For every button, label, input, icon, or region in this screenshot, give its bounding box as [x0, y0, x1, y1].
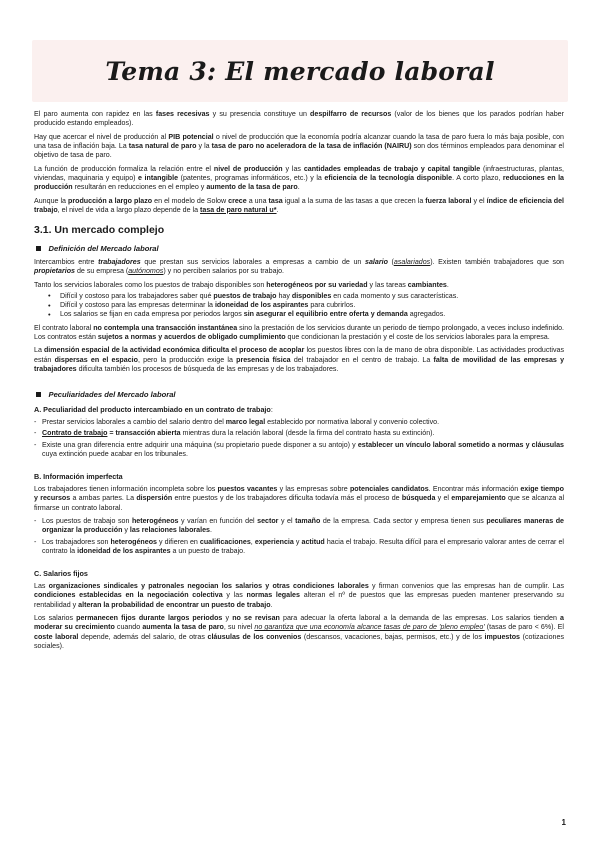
- intro-paragraph-2: Hay que acercar el nivel de producción al PIB potencial o nivel de producción que la economía podría alcanzar cuando la tasa de paro fuera lo más baja posible, con una tasa de inflación baja. La tasa natural de paro y la tasa de paro no aceleradora de la tasa de inflación (NAIRU) son dos términos empleados para denominar el objetivo de tasa de paro.: [34, 132, 564, 160]
- list-item: - Los trabajadores son heterogéneos y difieren en cualificaciones, experiencia y actitud hacia el trabajo. Resulta difícil para el empresario valorar antes de cerrar el contrato la idoneidad de los aspirantes a un puesto de trabajo.: [34, 538, 564, 557]
- subsection-b-list: [34, 517, 564, 556]
- subsection-b-paragraph: Los trabajadores tienen información incompleta sobre los puestos vacantes y las empresas sobre potenciales candidatos. Encontrar más información exige tiempo y recursos a ambas partes. La dispersión entre puestos y de los trabajadores dificulta todavía más el proceso de búsqueda y el emparejamiento que se alcanza al firmarse un contrato laboral.: [34, 485, 565, 512]
- list-item: - Los puestos de trabajo son heterogéneos y varían en función del sector y el tamaño de la empresa. Cada sector y empresa tienen sus peculiares maneras de organizar la producción y las relaciones laborales.: [34, 517, 564, 536]
- document-body: [34, 110, 564, 655]
- list-item: • Difícil y costoso para los trabajadores saber qué puestos de trabajo hay disponibles en cada momento y sus características.: [34, 292, 564, 301]
- list-item: • Difícil y costoso para las empresas determinar la idoneidad de los aspirantes para cubrirlos.: [34, 301, 564, 310]
- definition-heading: Definición del Mercado laboral: [34, 244, 564, 253]
- definition-paragraph-3: El contrato laboral no contempla una transacción instantánea sino la prestación de los servicios durante un periodo de tiempo prolongado, a veces incluso indefinido. Los contratos están sujetos a normas y acuerdos de obligado cumplimiento que condicionan la prestación y el coste de los servicios laborales para la empresa.: [34, 323, 564, 341]
- definition-paragraph-2: Tanto los servicios laborales como los puestos de trabajo disponibles son heterogéneos por su variedad y las tareas cambiantes.: [34, 280, 449, 289]
- page-number: 1: [561, 818, 566, 827]
- section-heading: 3.1. Un mercado complejo: [34, 224, 165, 237]
- definition-bullet-list: [34, 292, 564, 320]
- subsection-c-heading: C. Salarios fijos: [34, 569, 88, 579]
- list-item: - Existe una gran diferencia entre adquirir una máquina (su propietario puede disponer a su antojo) y establecer un vínculo laboral sometido a normas y cláusulas cuya extinción puede acabar en los tribunales.: [34, 441, 564, 460]
- intro-paragraph-3: La función de producción formaliza la relación entre el nivel de producción y las cantidades empleadas de trabajo y capital tangible (infraestructuras, plantas, viviendas, maquinaria y equipo) e intangible (patentes, programas informáticos, etc.) y la eficiencia de la tecnología disponible. A corto plazo, reducciones en la producción resultarán en reducciones en el empleo y aumento de la tasa de paro.: [34, 164, 564, 192]
- intro-paragraph-1: El paro aumenta con rapidez en las fases recesivas y su presencia constituye un despilfarro de recursos (valor de los bienes que los parados podrían haber producido estando empleados).: [34, 110, 564, 128]
- subsection-b-heading: B. Información imperfecta: [34, 472, 123, 482]
- intro-paragraph-4: Aunque la producción a largo plazo en el modelo de Solow crece a una tasa igual a la suma de las tasas a que crecen la fuerza laboral y el índice de eficiencia del trabajo, el nivel de vida a largo plazo depende de la tasa de paro natural u*.: [34, 196, 565, 214]
- list-item: - Contrato de trabajo = transacción abierta mientras dura la relación laboral (desde la firma del contrato hasta su extinción).: [34, 429, 564, 438]
- subsection-a-heading: A. Peculiaridad del producto intercambiado en un contrato de trabajo:: [34, 405, 273, 415]
- subsection-c-paragraph-1: Las organizaciones sindicales y patronales negocian los salarios y otras condiciones laborales y firman convenios que las empresas han de cumplir. Las condiciones establecidas en la negociación colectiva y las normas legales alteran el nº de puestos que las empresas pueden mantener preservando su rentabilidad y alteran la probabilidad de encontrar un puesto de trabajo.: [34, 582, 565, 609]
- peculiarities-heading: Peculiaridades del Mercado laboral: [34, 390, 564, 399]
- list-item: • Los salarios se fijan en cada empresa por periodos largos sin asegurar el equilibrio entre oferta y demanda agregados.: [34, 310, 564, 319]
- square-bullet-icon: [36, 392, 41, 397]
- subsection-a-list: [34, 418, 564, 459]
- list-item: - Prestar servicios laborales a cambio del salario dentro del marco legal establecido por normativa laboral y convenio colectivo.: [34, 418, 564, 427]
- square-bullet-icon: [36, 246, 41, 251]
- title-banner: [32, 40, 568, 102]
- page-title: Tema 3: El mercado laboral: [105, 56, 495, 86]
- subsection-c-paragraph-2: Los salarios permanecen fijos durante largos periodos y no se revisan para adecuar la oferta laboral a la demanda de las empresas. Los salarios tienden a moderar su crecimiento cuando aumenta la tasa de paro, su nivel no garantiza que una economía alcance tasas de paro de 'pleno empleo' (tasas de paro < 6%). El coste laboral depende, además del salario, de otras cláusulas de los convenios (descansos, vacaciones, bajas, permisos, etc.) y de los impuestos (cotizaciones sociales).: [34, 614, 564, 650]
- definition-paragraph-4: La dimensión espacial de la actividad económica dificulta el proceso de acoplar los puestos libres con la de mano de obra disponible. Las actividades productivas están dispersas en el espacio, pero la producción exige la presencia física del trabajador en el centro de trabajo. La falta de movilidad de las empresas y trabajadores dificulta también los procesos de búsqueda de las empresas y de los trabajadores.: [34, 346, 565, 373]
- definition-paragraph-1: Intercambios entre trabajadores que prestan sus servicios laborales a empresas a cambio de un salario (asalariados). Existen también trabajadores que son propietarios de su empresa (autónomos) y no perciben salarios por su trabajo.: [34, 258, 564, 276]
